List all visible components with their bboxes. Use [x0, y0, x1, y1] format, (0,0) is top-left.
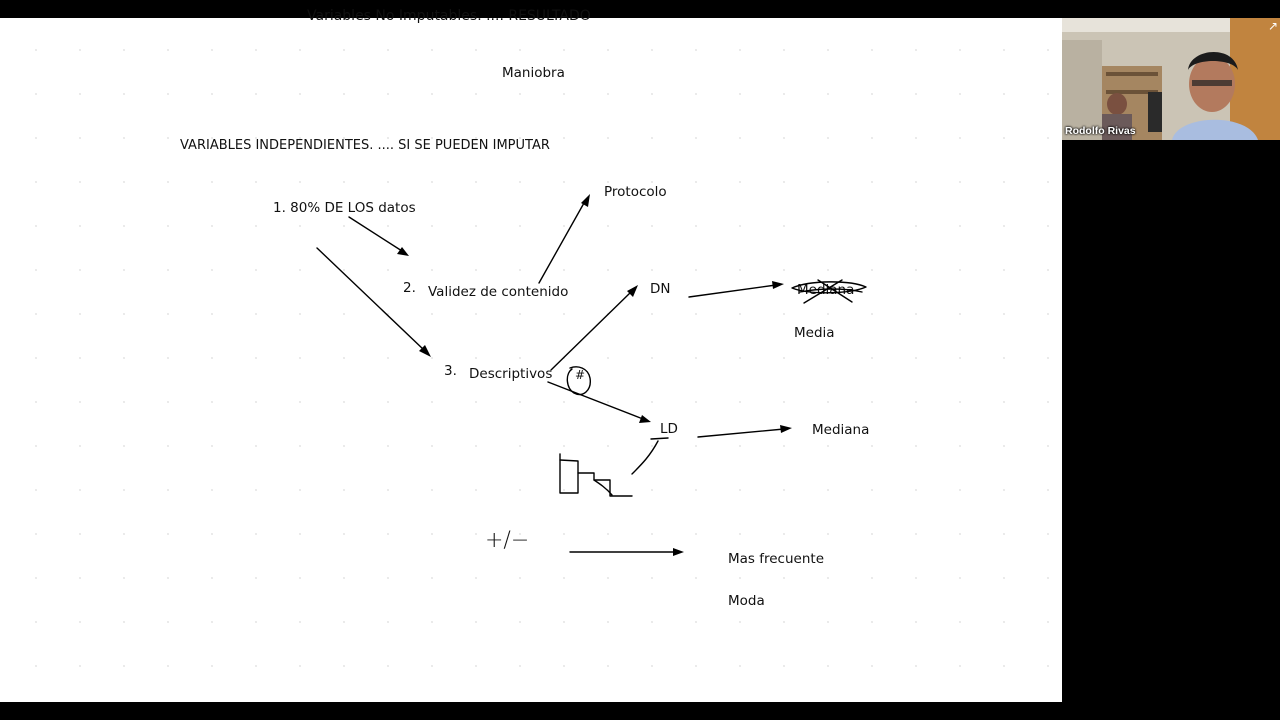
text-maniobra: Maniobra	[502, 65, 565, 81]
text-mas-frecuente: Mas frecuente	[728, 551, 824, 567]
whiteboard-canvas[interactable]	[0, 8, 1062, 702]
ink-annotations	[0, 18, 1062, 702]
text-ld: LD	[660, 421, 678, 437]
text-item-2-number: 2.	[403, 280, 416, 296]
arrow-validez-to-protocolo	[539, 194, 590, 283]
arrow-item1-to-descriptivos	[317, 248, 431, 357]
text-protocolo: Protocolo	[604, 184, 667, 200]
text-mediana: Mediana	[812, 422, 870, 438]
text-plus-minus: +/−	[485, 528, 530, 553]
arrow-item1-to-validez	[349, 217, 409, 256]
arrow-descriptivos-to-ld	[548, 382, 651, 423]
arrow-plusminus-to-mas-frecuente	[570, 548, 684, 556]
arrow-ld-to-mediana	[698, 425, 792, 437]
text-descriptivos: Descriptivos	[469, 366, 553, 382]
text-media: Media	[794, 325, 835, 341]
circle-around-hash	[567, 367, 590, 395]
text-heading-variables-independientes: VARIABLES INDEPENDIENTES. .... SI SE PUEDEN IMPUTAR	[180, 138, 550, 153]
staircase-sketch	[560, 454, 632, 496]
text-dn: DN	[650, 281, 671, 297]
arrow-dn-to-media	[689, 281, 784, 297]
participant-video-tile[interactable]	[1062, 18, 1280, 140]
arrow-descriptivos-to-dn	[551, 285, 638, 370]
text-moda: Moda	[728, 593, 765, 609]
video-feed-image	[1062, 18, 1280, 140]
curved-arrow-to-ld	[632, 438, 668, 474]
text-crossed-out: Mediana	[797, 282, 855, 298]
scribble-cross-out	[792, 280, 866, 303]
text-variables-no-imputables: Variables No Imputables. .... RESULTADO	[307, 8, 591, 24]
text-validez-de-contenido: Validez de contenido	[428, 284, 569, 300]
expand-arrow-icon[interactable]: ↗	[1267, 19, 1278, 33]
text-item-1: 1. 80% DE LOS datos	[273, 200, 416, 216]
text-item-3-number: 3.	[444, 363, 457, 379]
participant-name-label: Rodolfo Rivas	[1065, 125, 1136, 137]
text-hash-symbol: #	[575, 368, 586, 382]
